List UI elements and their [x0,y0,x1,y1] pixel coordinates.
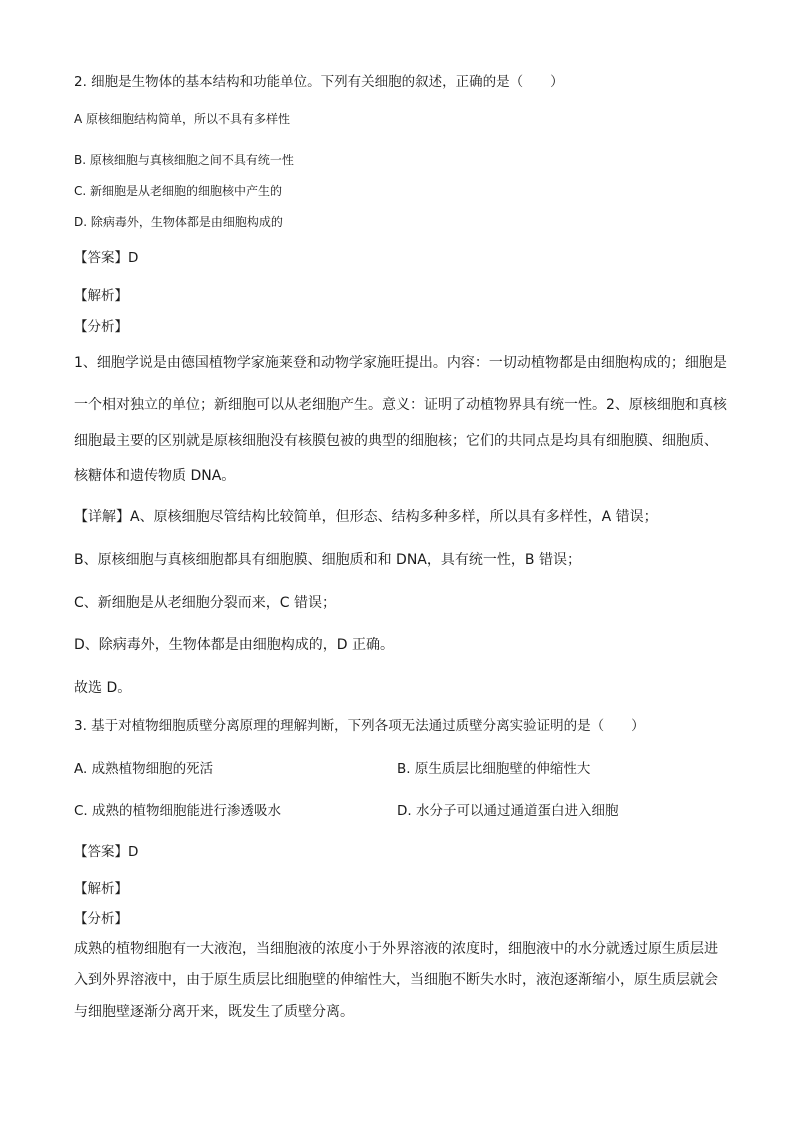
q3-fenxi-line: 成熟的植物细胞有一大液泡，当细胞液的浓度小于外界溶液的浓度时，细胞液中的水分就透过原生质层进 [74,941,718,957]
q2-answer: 【答案】D [74,250,139,266]
q2-option-c: C. 新细胞是从老细胞的细胞核中产生的 [74,184,283,198]
q3-fenxi-line: 与细胞壁逐渐分离开来，既发生了质壁分离。 [74,1004,354,1020]
q2-option-a: A 原核细胞结构简单，所以不具有多样性 [74,112,291,126]
q2-conclusion: 故选 D。 [74,680,132,696]
q3-option-c: C. 成熟的植物细胞能进行渗透吸水 [74,803,282,819]
q3-option-b: B. 原生质层比细胞壁的伸缩性大 [397,761,591,777]
q3-option-a: A. 成熟植物细胞的死活 [74,761,214,777]
q3-answer: 【答案】D [74,844,139,860]
q3-fenxi-line: 入到外界溶液中，由于原生质层比细胞壁的伸缩性大，当细胞不断失水时，液泡逐渐缩小，原生质层就会 [74,972,718,988]
q3-fenxi-label: 【分析】 [74,911,128,927]
q2-stem: 2. 细胞是生物体的基本结构和功能单位。下列有关细胞的叙述，正确的是（ ） [74,74,564,90]
q2-analysis-label: 【解析】 [74,288,128,304]
q2-fenxi-line: 一个相对独立的单位；新细胞可以从老细胞产生。意义：证明了动植物界具有统一性。2、原核细胞和真核 [74,397,727,413]
q3-stem: 3. 基于对植物细胞质壁分离原理的理解判断，下列各项无法通过质壁分离实验证明的是（ ） [74,718,645,734]
q2-detail-line: B、原核细胞与真核细胞都具有细胞膜、细胞质和和 DNA，具有统一性，B 错误； [74,552,581,568]
q3-analysis-label: 【解析】 [74,881,128,897]
q2-detail-line: 【详解】A、原核细胞尽管结构比较简单，但形态、结构多种多样，所以具有多样性，A 错误； [74,509,658,525]
q2-option-b: B. 原核细胞与真核细胞之间不具有统一性 [74,153,294,167]
q2-detail-line: C、新细胞是从老细胞分裂而来，C 错误； [74,595,336,611]
q3-option-d: D. 水分子可以通过通道蛋白进入细胞 [397,803,619,819]
q2-fenxi-line: 1、细胞学说是由德国植物学家施莱登和动物学家施旺提出。内容：一切动植物都是由细胞构成的；细胞是 [74,355,727,371]
q2-fenxi-line: 细胞最主要的区别就是原核细胞没有核膜包被的典型的细胞核；它们的共同点是均具有细胞膜、细胞质、 [74,433,718,449]
q2-option-d: D. 除病毒外，生物体都是由细胞构成的 [74,215,283,229]
q2-detail-line: D、除病毒外，生物体都是由细胞构成的，D 正确。 [74,637,395,653]
q2-fenxi-line: 核糖体和遗传物质 DNA。 [74,468,236,484]
q2-fenxi-label: 【分析】 [74,319,128,335]
